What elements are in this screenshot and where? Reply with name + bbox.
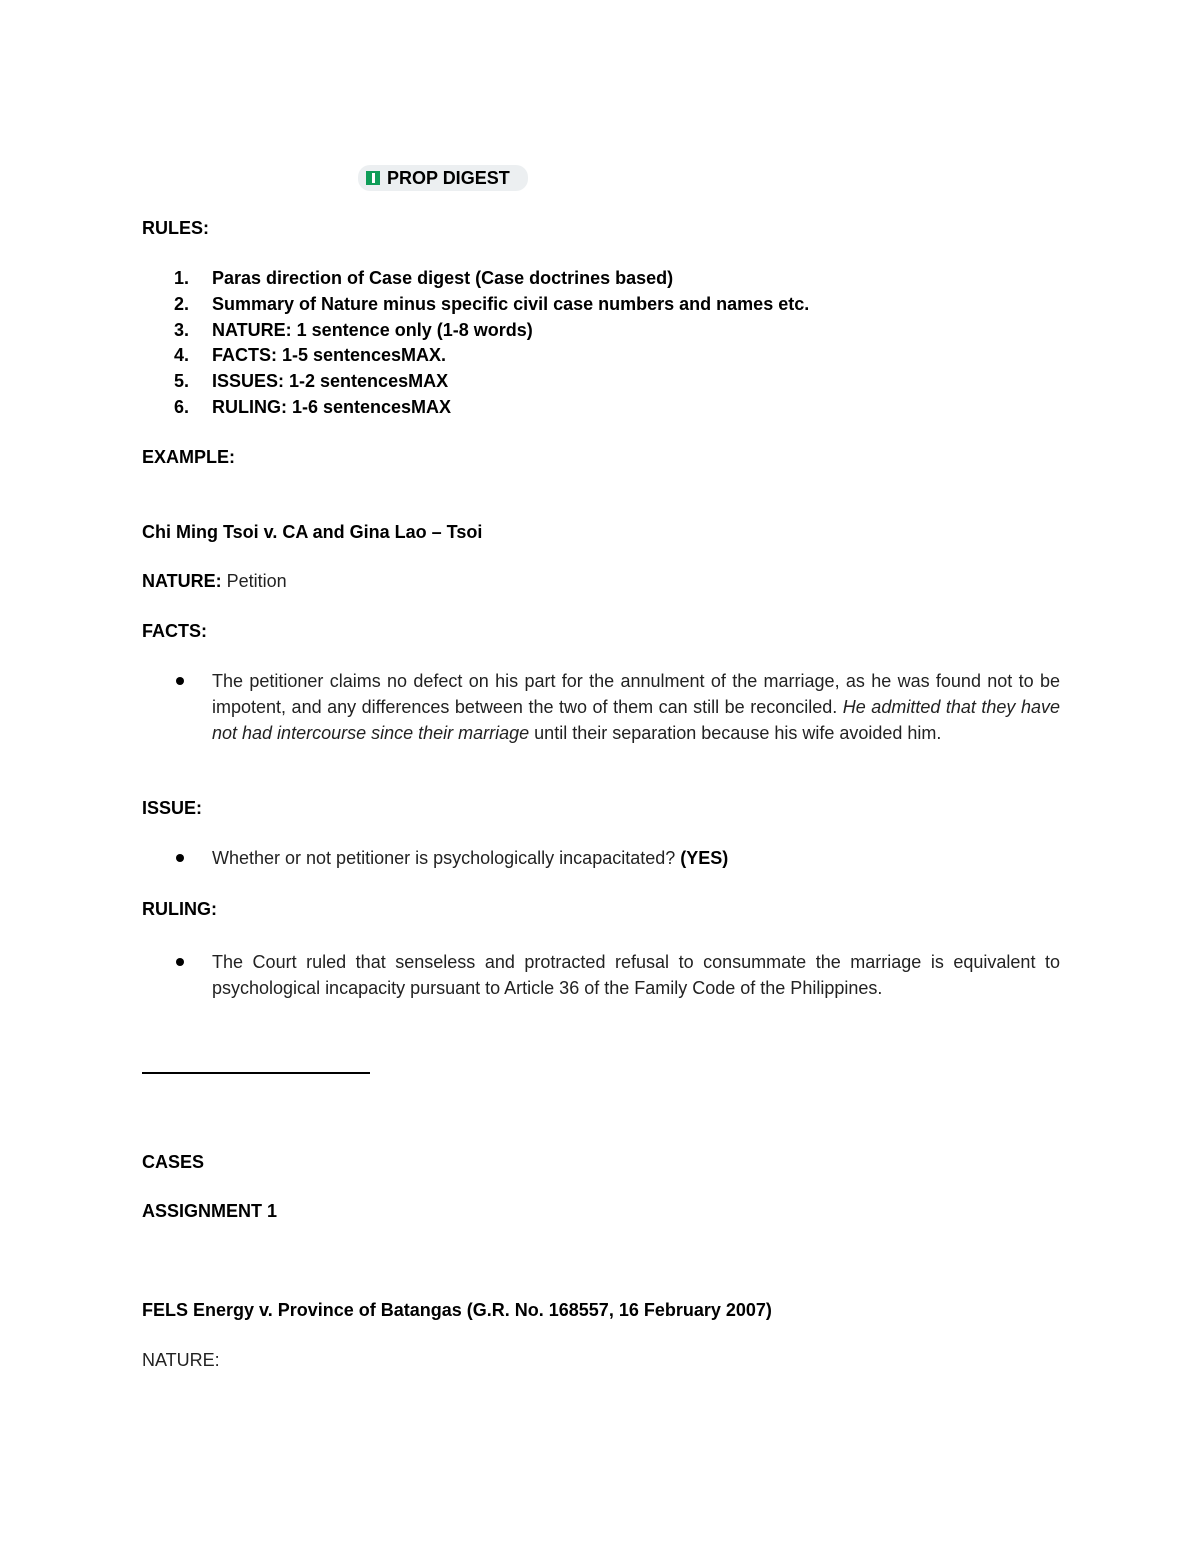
document-title-chip[interactable] [358, 165, 528, 191]
list-item: 3. NATURE: 1 sentence only (1-8 words) [174, 319, 533, 340]
assignment-heading: ASSIGNMENT 1 [142, 1201, 278, 1221]
list-item: 5. ISSUES: 1-2 sentencesMAX [174, 371, 449, 392]
facts-text: The petitioner claims no defect on his part for the annulment of the marriage, as he was found not to be impotent, and any differences between the two of them can still be reconciled. He admitted that they have not had intercourse since their marriage until their separation because his wife avoided him. [212, 671, 1060, 743]
rules-list [142, 266, 809, 421]
list-item: 6. RULING: 1-6 sentencesMAX [174, 396, 452, 417]
nature-value: Petition [221, 571, 287, 591]
divider [142, 1072, 370, 1074]
ruling-bullet [176, 949, 1060, 1001]
facts-heading: FACTS: [142, 621, 207, 641]
case1-nature-label: NATURE: [142, 1350, 220, 1370]
facts-bullet [176, 668, 1060, 746]
issue-bullet [176, 845, 1060, 871]
bullet-icon [176, 854, 184, 862]
case-title: Chi Ming Tsoi v. CA and Gina Lao – Tsoi [142, 522, 483, 542]
list-item: 4. FACTS: 1-5 sentencesMAX. [174, 345, 447, 366]
ruling-heading: RULING: [142, 899, 217, 919]
bullet-icon [176, 958, 184, 966]
document-title: PROP DIGEST [387, 167, 510, 188]
nature-label: NATURE: [142, 571, 222, 591]
document-icon [366, 171, 380, 185]
ruling-text: The Court ruled that senseless and protracted refusal to consummate the marriage is equivalent to psychological incapacity pursuant to Article 36 of the Family Code of the Philippines. [212, 952, 1060, 998]
rules-heading: RULES: [142, 218, 209, 238]
example-heading: EXAMPLE: [142, 447, 236, 467]
bullet-icon [176, 677, 184, 685]
issue-heading: ISSUE: [142, 798, 203, 818]
case1-title: FELS Energy v. Province of Batangas (G.R. No. 168557, 16 February 2007) [142, 1300, 772, 1320]
issue-text: Whether or not petitioner is psychologically incapacitated? (YES) [212, 848, 729, 868]
list-item: 2. Summary of Nature minus specific civil case numbers and names etc. [174, 293, 810, 314]
cases-heading: CASES [142, 1152, 205, 1172]
list-item: 1. Paras direction of Case digest (Case doctrines based) [174, 268, 674, 288]
nature-line [142, 571, 287, 592]
